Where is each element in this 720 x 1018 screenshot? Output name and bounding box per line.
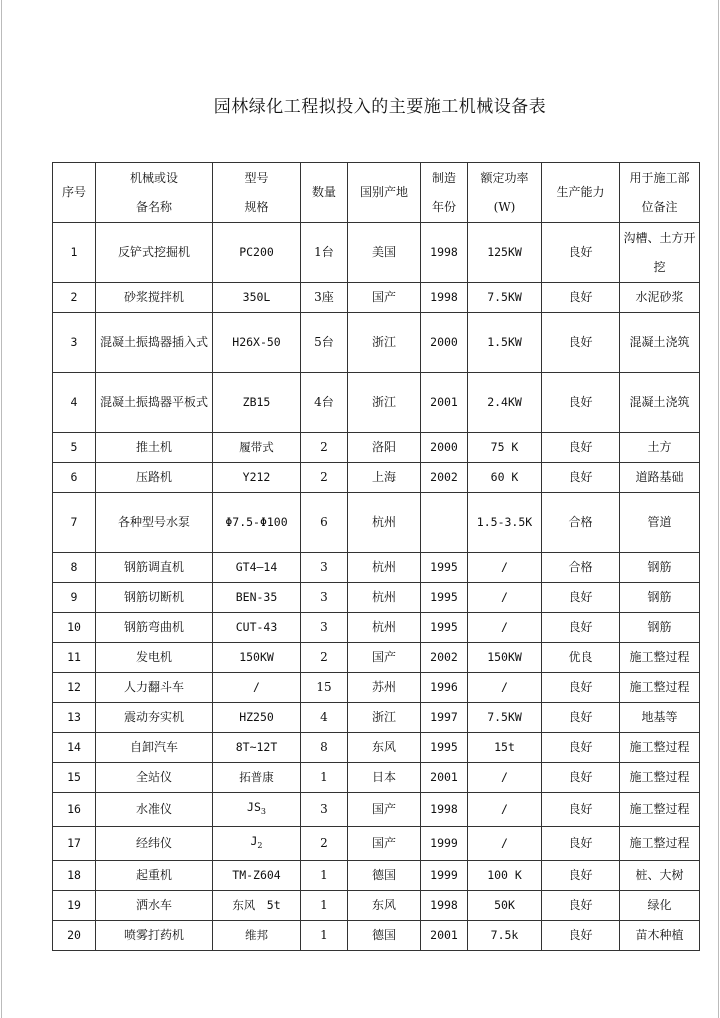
cell-power: 60 K [468,463,542,493]
cell-qty: 3 [301,553,348,583]
cell-use: 施工整过程 [620,793,700,827]
cell-model: GT4—14 [213,553,301,583]
header-power: 额定功率(W) [468,163,542,223]
cell-origin: 杭州 [348,613,421,643]
cell-qty: 4台 [301,373,348,433]
cell-capacity: 良好 [542,921,620,951]
cell-capacity: 良好 [542,891,620,921]
cell-qty: 1 [301,861,348,891]
cell-power: 100 K [468,861,542,891]
cell-model: 350L [213,283,301,313]
cell-year: 2002 [421,643,468,673]
header-model-line1: 型号 [244,170,269,185]
cell-no: 2 [53,283,96,313]
cell-no: 13 [53,703,96,733]
cell-capacity: 良好 [542,733,620,763]
table-row [53,793,700,827]
table-row [53,583,700,613]
cell-qty: 8 [301,733,348,763]
cell-model: HZ250 [213,703,301,733]
cell-no: 12 [53,673,96,703]
cell-year: 1995 [421,553,468,583]
cell-use: 施工整过程 [620,763,700,793]
cell-capacity: 优良 [542,643,620,673]
cell-power: 7.5k [468,921,542,951]
cell-use: 混凝土浇筑 [620,373,700,433]
cell-year: 2001 [421,921,468,951]
cell-capacity: 良好 [542,463,620,493]
cell-power: / [468,827,542,861]
table-row [53,283,700,313]
cell-model: TM-Z604 [213,861,301,891]
cell-origin: 浙江 [348,373,421,433]
cell-name: 经纬仪 [96,827,213,861]
cell-model: Y212 [213,463,301,493]
cell-name: 自卸汽车 [96,733,213,763]
page-border-right [718,0,719,1018]
cell-power: / [468,583,542,613]
cell-year [421,493,468,553]
table-row [53,313,700,373]
table-row [53,223,700,283]
cell-year: 1996 [421,673,468,703]
header-use-line1: 用于施工部 [629,170,690,185]
cell-use: 道路基础 [620,463,700,493]
cell-qty: 6 [301,493,348,553]
cell-power: 1.5-3.5K [468,493,542,553]
table-row [53,763,700,793]
cell-year: 2000 [421,313,468,373]
cell-use: 沟槽、土方开挖 [620,223,700,283]
cell-name: 压路机 [96,463,213,493]
cell-no: 10 [53,613,96,643]
cell-use: 施工整过程 [620,673,700,703]
header-name-line1: 机械或设 [129,170,178,185]
cell-name: 钢筋弯曲机 [96,613,213,643]
cell-power: 150KW [468,643,542,673]
cell-no: 6 [53,463,96,493]
cell-use: 钢筋 [620,613,700,643]
cell-origin: 国产 [348,793,421,827]
cell-year: 2002 [421,463,468,493]
cell-power: / [468,673,542,703]
cell-capacity: 良好 [542,827,620,861]
cell-use: 施工整过程 [620,733,700,763]
cell-power: / [468,613,542,643]
cell-power: / [468,763,542,793]
cell-year: 1998 [421,223,468,283]
page-border-left [1,0,2,1018]
table-row [53,921,700,951]
cell-year: 2001 [421,763,468,793]
cell-model: H26X-50 [213,313,301,373]
cell-name: 砂浆搅拌机 [96,283,213,313]
cell-model: CUT-43 [213,613,301,643]
header-capacity: 生产能力 [542,163,620,223]
cell-qty: 1台 [301,223,348,283]
cell-year: 1998 [421,283,468,313]
cell-capacity: 良好 [542,793,620,827]
cell-capacity: 良好 [542,763,620,793]
cell-capacity: 良好 [542,433,620,463]
cell-model: 拓普康 [213,763,301,793]
cell-qty: 1 [301,921,348,951]
cell-year: 1998 [421,793,468,827]
cell-name: 喷雾打药机 [96,921,213,951]
cell-origin: 浙江 [348,703,421,733]
cell-model: ZB15 [213,373,301,433]
cell-model: 履带式 [213,433,301,463]
table-row [53,613,700,643]
cell-name: 水准仪 [96,793,213,827]
cell-qty: 3 [301,613,348,643]
cell-use: 管道 [620,493,700,553]
cell-qty: 3 [301,793,348,827]
cell-qty: 3座 [301,283,348,313]
cell-origin: 美国 [348,223,421,283]
cell-name: 全站仪 [96,763,213,793]
cell-power: 1.5KW [468,313,542,373]
cell-qty: 1 [301,763,348,793]
cell-use: 钢筋 [620,583,700,613]
header-name-line2: 备名称 [135,199,172,214]
cell-model: BEN-35 [213,583,301,613]
cell-use: 绿化 [620,891,700,921]
cell-use: 钢筋 [620,553,700,583]
cell-no: 15 [53,763,96,793]
cell-model: Φ7.5-Φ100 [213,493,301,553]
cell-no: 16 [53,793,96,827]
cell-year: 1995 [421,583,468,613]
cell-year: 1998 [421,891,468,921]
cell-name: 推土机 [96,433,213,463]
cell-qty: 2 [301,827,348,861]
cell-name: 各种型号水泵 [96,493,213,553]
table-row [53,733,700,763]
model-subscript: 2 [257,841,263,850]
cell-name: 混凝土振捣器平板式 [96,373,213,433]
cell-origin: 浙江 [348,313,421,373]
cell-use: 施工整过程 [620,643,700,673]
header-row [53,163,700,223]
cell-model: 150KW [213,643,301,673]
cell-no: 20 [53,921,96,951]
cell-name: 起重机 [96,861,213,891]
cell-capacity: 良好 [542,223,620,283]
cell-no: 9 [53,583,96,613]
cell-qty: 15 [301,673,348,703]
cell-use: 地基等 [620,703,700,733]
cell-model [213,827,301,861]
cell-model: 8T~12T [213,733,301,763]
header-model-line2: 规格 [244,199,269,214]
header-use [620,163,700,223]
page-title: 园林绿化工程拟投入的主要施工机械设备表 [213,97,547,117]
cell-no: 7 [53,493,96,553]
cell-origin: 国产 [348,827,421,861]
cell-capacity: 合格 [542,493,620,553]
cell-model: 维邦 [213,921,301,951]
cell-capacity: 良好 [542,583,620,613]
cell-name: 钢筋调直机 [96,553,213,583]
cell-origin: 德国 [348,861,421,891]
cell-no: 1 [53,223,96,283]
cell-name: 震动夯实机 [96,703,213,733]
cell-no: 3 [53,313,96,373]
cell-no: 4 [53,373,96,433]
header-use-line2: 位备注 [641,199,678,214]
cell-capacity: 良好 [542,283,620,313]
cell-capacity: 良好 [542,373,620,433]
table-row [53,493,700,553]
cell-origin: 苏州 [348,673,421,703]
cell-power: / [468,553,542,583]
cell-qty: 2 [301,463,348,493]
cell-use: 苗木种植 [620,921,700,951]
cell-model: / [213,673,301,703]
model-base: JS [247,800,261,814]
cell-capacity: 良好 [542,703,620,733]
header-origin: 国别产地 [348,163,421,223]
cell-origin: 国产 [348,643,421,673]
cell-name: 人力翻斗车 [96,673,213,703]
table-row [53,373,700,433]
cell-name: 洒水车 [96,891,213,921]
cell-model [213,793,301,827]
cell-name: 反铲式挖掘机 [96,223,213,283]
cell-capacity: 良好 [542,861,620,891]
cell-year: 1999 [421,827,468,861]
cell-qty: 3 [301,583,348,613]
cell-year: 1997 [421,703,468,733]
cell-origin: 上海 [348,463,421,493]
cell-year: 2001 [421,373,468,433]
header-no: 序号 [53,163,96,223]
cell-no: 5 [53,433,96,463]
table-row [53,703,700,733]
cell-year: 1995 [421,613,468,643]
cell-power: 7.5KW [468,283,542,313]
cell-use: 土方 [620,433,700,463]
cell-use: 桩、大树 [620,861,700,891]
cell-use: 混凝土浇筑 [620,313,700,373]
cell-model: PC200 [213,223,301,283]
model-base: J [250,834,258,848]
cell-no: 18 [53,861,96,891]
cell-use: 水泥砂浆 [620,283,700,313]
cell-use: 施工整过程 [620,827,700,861]
cell-capacity: 合格 [542,553,620,583]
header-name [96,163,213,223]
table-row [53,643,700,673]
header-year [421,163,468,223]
table-row [53,463,700,493]
cell-origin: 杭州 [348,553,421,583]
cell-power: / [468,793,542,827]
model-subscript: 3 [260,807,266,816]
cell-no: 11 [53,643,96,673]
cell-power: 125KW [468,223,542,283]
cell-power: 7.5KW [468,703,542,733]
header-model [213,163,301,223]
cell-power: 15t [468,733,542,763]
header-year-line2: 年份 [431,199,456,214]
cell-name: 钢筋切断机 [96,583,213,613]
cell-power: 50K [468,891,542,921]
cell-power: 75 K [468,433,542,463]
cell-origin: 德国 [348,921,421,951]
table-row [53,827,700,861]
cell-origin: 杭州 [348,493,421,553]
header-qty: 数量 [301,163,348,223]
table-row [53,433,700,463]
cell-name: 发电机 [96,643,213,673]
cell-origin: 东风 [348,733,421,763]
cell-year: 1999 [421,861,468,891]
table-row [53,891,700,921]
equipment-table [52,162,700,951]
cell-qty: 2 [301,433,348,463]
header-year-line1: 制造 [431,170,456,185]
cell-origin: 国产 [348,283,421,313]
cell-no: 8 [53,553,96,583]
cell-qty: 5台 [301,313,348,373]
cell-capacity: 良好 [542,613,620,643]
cell-no: 17 [53,827,96,861]
cell-year: 1995 [421,733,468,763]
table-row [53,553,700,583]
cell-power: 2.4KW [468,373,542,433]
cell-year: 2000 [421,433,468,463]
cell-origin: 洛阳 [348,433,421,463]
cell-no: 19 [53,891,96,921]
cell-origin: 杭州 [348,583,421,613]
cell-qty: 1 [301,891,348,921]
table-row [53,673,700,703]
cell-qty: 4 [301,703,348,733]
table-row [53,861,700,891]
cell-no: 14 [53,733,96,763]
cell-name: 混凝土振捣器插入式 [96,313,213,373]
cell-capacity: 良好 [542,673,620,703]
cell-capacity: 良好 [542,313,620,373]
cell-qty: 2 [301,643,348,673]
cell-model: 东风 5t [213,891,301,921]
cell-origin: 日本 [348,763,421,793]
cell-origin: 东风 [348,891,421,921]
